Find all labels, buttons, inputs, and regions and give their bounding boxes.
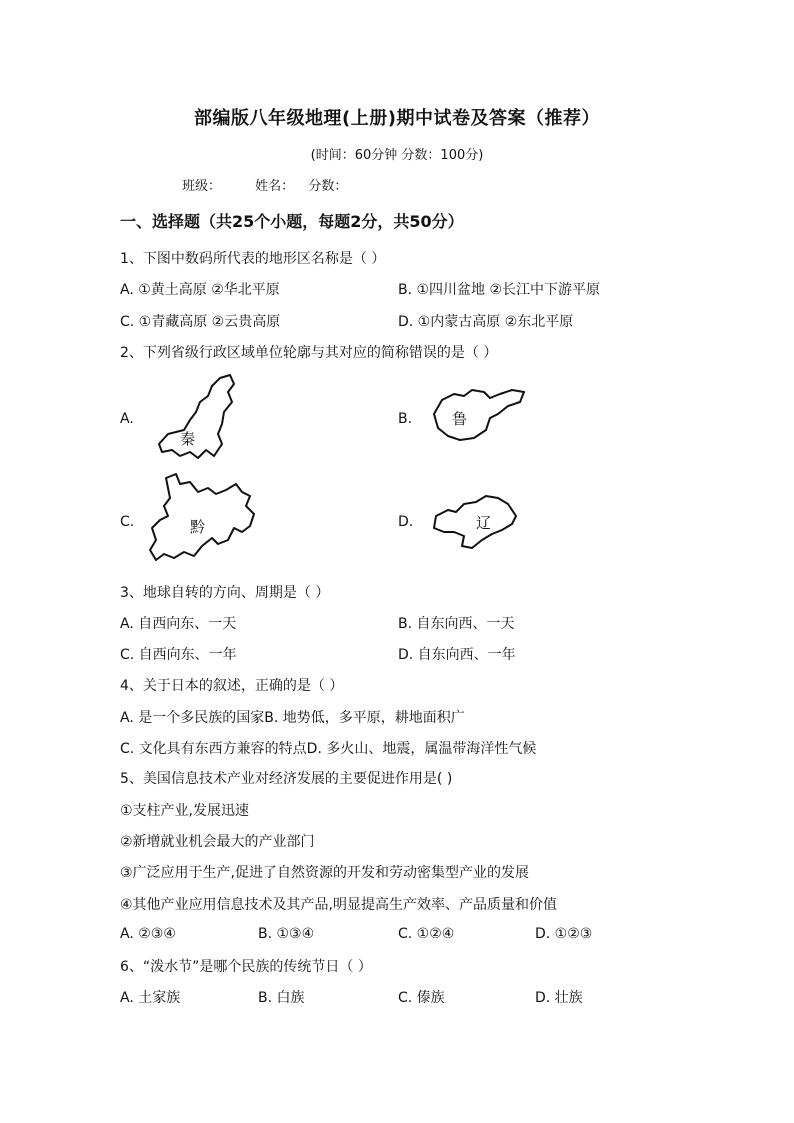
- q4-options-ab: A. 是一个多民族的国家B. 地势低，多平原，耕地面积广: [120, 710, 465, 726]
- map-label-liao: 辽: [476, 514, 492, 532]
- q3-option-a: A. 自西向东、一天: [120, 616, 237, 632]
- q3-option-b: B. 自东向西、一天: [398, 616, 515, 632]
- question-5: 5、美国信息技术产业对经济发展的主要促进作用是( ): [120, 771, 453, 787]
- student-info: [182, 175, 377, 194]
- shaanxi-outline-map: [150, 372, 260, 464]
- q6-option-c: C. 傣族: [398, 990, 445, 1006]
- q6-option-b: B. 白族: [258, 990, 305, 1006]
- map-label-qin: 秦: [180, 430, 196, 448]
- page-title: 部编版八年级地理(上册)期中试卷及答案（推荐）: [194, 108, 600, 129]
- class-label: 班级：: [182, 179, 222, 194]
- q5-statement-4: ④其他产业应用信息技术及其产品,明显提高生产效率、产品质量和价值: [120, 897, 557, 913]
- score-label: 分数：: [308, 179, 348, 194]
- q5-option-a: A. ②③④: [120, 926, 176, 942]
- q6-option-d: D. 壮族: [535, 990, 583, 1006]
- question-1: 1、下图中数码所代表的地形区名称是（ ）: [120, 251, 386, 267]
- q2-option-d: D.: [398, 514, 414, 530]
- q3-option-d: D. 自东向西、一年: [398, 647, 516, 663]
- q5-option-b: B. ①③④: [258, 926, 315, 942]
- q2-option-b: B.: [398, 411, 413, 427]
- q2-option-c: C.: [120, 514, 135, 530]
- guizhou-outline-map: [146, 470, 266, 568]
- q6-option-a: A. 土家族: [120, 990, 181, 1006]
- q5-statement-1: ①支柱产业,发展迅速: [120, 803, 250, 819]
- q1-option-b: B. ①四川盆地 ②长江中下游平原: [398, 282, 601, 298]
- question-3: 3、地球自转的方向、周期是（ ）: [120, 585, 330, 601]
- q5-option-c: C. ①②④: [398, 926, 455, 942]
- q5-option-d: D. ①②③: [535, 926, 593, 942]
- question-6: 6、“泼水节”是哪个民族的传统节日（ ）: [120, 959, 372, 975]
- map-label-lu: 鲁: [452, 410, 468, 428]
- exam-time-score: (时间：60分钟 分数：100分): [310, 148, 484, 163]
- q3-option-c: C. 自西向东、一年: [120, 647, 237, 663]
- q1-option-c: C. ①青藏高原 ②云贵高原: [120, 314, 281, 330]
- liaoning-outline-map: [428, 492, 524, 554]
- question-4: 4、关于日本的叙述，正确的是（ ）: [120, 678, 344, 694]
- q4-options-cd: C. 文化具有东西方兼容的特点D. 多火山、地震，属温带海洋性气候: [120, 741, 537, 757]
- shandong-outline-map: [428, 384, 528, 446]
- section-heading: 一、选择题（共25个小题，每题2分，共50分）: [120, 212, 464, 231]
- map-label-qian: 黔: [190, 518, 206, 536]
- q2-option-a: A.: [120, 411, 134, 427]
- name-label: 姓名：: [255, 179, 295, 194]
- q1-option-a: A. ①黄土高原 ②华北平原: [120, 282, 280, 298]
- q1-option-d: D. ①内蒙古高原 ②东北平原: [398, 314, 574, 330]
- q5-statement-2: ②新增就业机会最大的产业部门: [120, 834, 315, 850]
- q5-statement-3: ③广泛应用于生产,促进了自然资源的开发和劳动密集型产业的发展: [120, 865, 529, 881]
- question-2: 2、下列省级行政区域单位轮廓与其对应的简称错误的是（ ）: [120, 345, 498, 361]
